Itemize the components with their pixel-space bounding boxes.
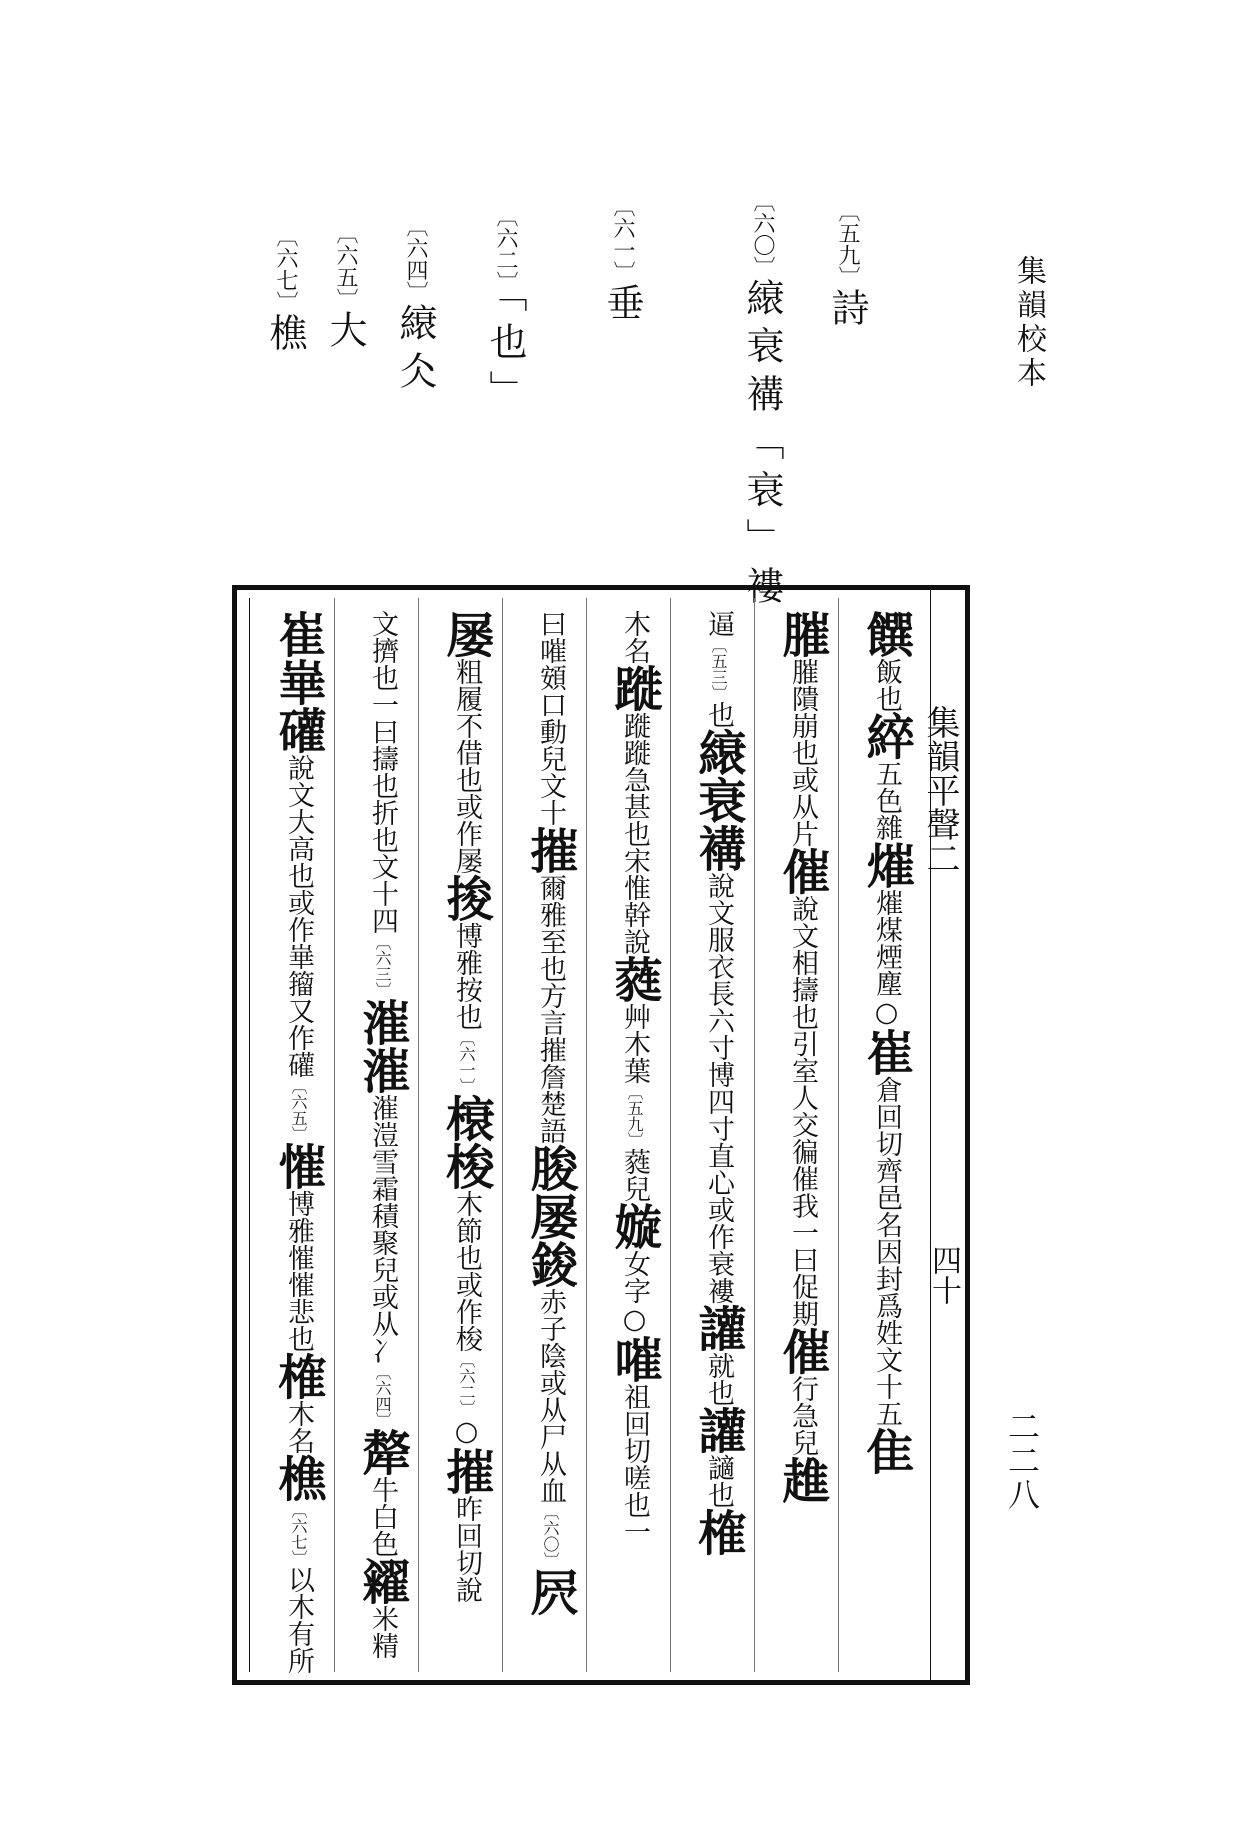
headword: 熣 <box>858 841 914 889</box>
headword: 催 <box>774 847 830 895</box>
gloss: 祖回切嗟也一 <box>619 1383 650 1545</box>
headword: 崔崋礶 <box>270 610 326 754</box>
collation-mark: 〔六四〕 <box>373 1364 392 1428</box>
gloss: 木名 <box>283 1400 314 1454</box>
collation-note-59 <box>820 200 875 336</box>
headword: 趡 <box>774 1456 830 1504</box>
note-number: 〔六〇〕 <box>750 190 775 278</box>
headword: 摧 <box>438 1447 494 1495</box>
headword: 縗 <box>690 728 746 776</box>
headword: 慛 <box>270 1142 326 1190</box>
note-number: 〔五九〕 <box>835 200 860 288</box>
column-rule <box>334 598 335 1672</box>
gloss: 蹝蹝急甚也宋惟幹說 <box>619 712 650 955</box>
headword: 膗 <box>774 610 830 658</box>
collation-mark: 〔六一〕 <box>457 1030 476 1094</box>
headword: 糴 <box>354 1557 410 1605</box>
gloss: 女字○ <box>619 1250 650 1335</box>
headword: 榷 <box>270 1352 326 1400</box>
headword: 蹝 <box>606 664 662 712</box>
headword: 屄 <box>522 1568 578 1616</box>
note-text: 縗衰褠「衰」褸 <box>740 278 784 614</box>
gloss: 漼溰雪霜積聚兒或从冫 <box>367 1094 398 1364</box>
note-text: 大 <box>323 310 367 358</box>
headword: 綷 <box>858 712 914 760</box>
headword: 榱梭 <box>438 1094 494 1190</box>
collation-note-61 <box>595 195 650 331</box>
gloss: 粗履不借也或作屡 <box>451 658 482 874</box>
column-rule <box>670 598 671 1672</box>
note-number: 〔六七〕 <box>273 225 298 313</box>
headword: 蕤 <box>606 955 662 1003</box>
gloss: 赤子陰或从尸从血 <box>535 1288 566 1504</box>
gloss: 博雅慛慛悲也 <box>283 1190 314 1352</box>
text-column-6 <box>438 610 494 1603</box>
collation-note-60 <box>735 190 790 614</box>
text-column-8 <box>270 610 326 1674</box>
note-number: 〔六一〕 <box>610 195 635 283</box>
gloss: 曰嗺頞口動兒文十 <box>535 610 566 826</box>
headword: 朘屡鋑 <box>522 1144 578 1288</box>
collation-note-64 <box>388 215 443 399</box>
text-column-1 <box>858 610 914 1475</box>
gloss: 爾雅至也方言摧詹楚語 <box>535 874 566 1144</box>
gloss: 牛白色 <box>367 1476 398 1557</box>
collation-mark: 〔六〇〕 <box>541 1504 560 1568</box>
headword: 讙 <box>690 1406 746 1454</box>
column-rule <box>754 598 755 1672</box>
headword: 摧 <box>522 826 578 874</box>
collation-mark: 〔六三〕 <box>373 934 392 998</box>
column-rule <box>418 598 419 1672</box>
gloss: 木節也或作梭 <box>451 1190 482 1352</box>
headword: 樵 <box>270 1454 326 1502</box>
collation-mark: 〔五九〕 <box>625 1084 644 1148</box>
headword: 崔 <box>858 1028 914 1076</box>
headword: 催 <box>774 1327 830 1375</box>
book-heart <box>920 585 969 1685</box>
gloss: 昨回切說 <box>451 1495 482 1603</box>
collation-mark: 〔六七〕 <box>289 1502 308 1566</box>
note-number: 〔六五〕 <box>333 222 358 310</box>
gloss: 說文大高也或作崋籀又作礶 <box>283 754 314 1078</box>
text-column-3 <box>690 610 746 1556</box>
headword: 屡 <box>438 610 494 658</box>
collation-mark: 〔六二〕 <box>457 1352 476 1416</box>
gloss: 說文服衣長六寸博四寸直心或作衰褸 <box>703 872 734 1304</box>
gloss: 讁也 <box>703 1454 734 1508</box>
gloss: 說文相擣也引室人交徧催我一曰促期 <box>787 895 818 1327</box>
heart-title: 集韻平聲二 <box>920 705 960 875</box>
collation-mark: 〔六五〕 <box>289 1078 308 1142</box>
gloss: 文擠也一曰擣也折也文十四 <box>367 610 398 934</box>
gloss: 蕤兒 <box>619 1148 650 1202</box>
gloss: 木名 <box>619 610 650 664</box>
headword: 捘 <box>438 874 494 922</box>
note-text: 垂 <box>600 283 644 331</box>
text-column-7 <box>354 610 410 1659</box>
note-text: 詩 <box>825 288 869 336</box>
headword: 榷 <box>690 1508 746 1556</box>
text-column-4 <box>606 610 662 1545</box>
gloss: 倉回切齊邑名因封爲姓文十五 <box>871 1076 902 1427</box>
gloss: 逼 <box>703 610 734 637</box>
gloss: 米精 <box>367 1605 398 1659</box>
column-rule <box>838 598 839 1672</box>
gloss: 以木有所 <box>283 1566 314 1674</box>
note-text: 「也」 <box>483 293 527 418</box>
note-text: 縗仌 <box>393 303 437 399</box>
gloss: 就也 <box>703 1352 734 1406</box>
column-rule <box>586 598 587 1672</box>
note-number: 〔六四〕 <box>403 215 428 303</box>
text-column-5 <box>522 610 578 1616</box>
gloss: 熣煤煙塵○ <box>871 889 902 1028</box>
column-rule <box>502 598 503 1672</box>
gloss: 膗隤崩也或从片 <box>787 658 818 847</box>
headword: 饌 <box>858 610 914 658</box>
headword: 嗺 <box>606 1335 662 1383</box>
headword: 衰褠 <box>690 776 746 872</box>
gloss: 五色雜 <box>871 760 902 841</box>
gloss: 博雅按也 <box>451 922 482 1030</box>
collation-note-67 <box>258 225 313 361</box>
gloss: 也 <box>703 701 734 728</box>
gloss: ○ <box>451 1416 482 1447</box>
text-column-2 <box>774 610 830 1504</box>
collation-note-62 <box>478 205 533 418</box>
headword: 嫙 <box>606 1202 662 1250</box>
collation-note-65 <box>318 222 373 358</box>
note-text: 樵 <box>263 313 307 361</box>
headword: 隹 <box>858 1427 914 1475</box>
headword: 犛 <box>354 1428 410 1476</box>
running-head: 集韻校本 <box>1011 255 1046 391</box>
note-number: 〔六二〕 <box>493 205 518 293</box>
gloss: 艸木葉 <box>619 1003 650 1084</box>
headword: 讙 <box>690 1304 746 1352</box>
page-number: 二二八 <box>1003 1410 1041 1512</box>
gloss: 飯也 <box>871 658 902 712</box>
collation-mark: 〔五三〕 <box>709 637 728 701</box>
headword: 漼漼 <box>354 998 410 1094</box>
gloss: 行急兒 <box>787 1375 818 1456</box>
heart-page-number: 四十 <box>926 1245 961 1305</box>
